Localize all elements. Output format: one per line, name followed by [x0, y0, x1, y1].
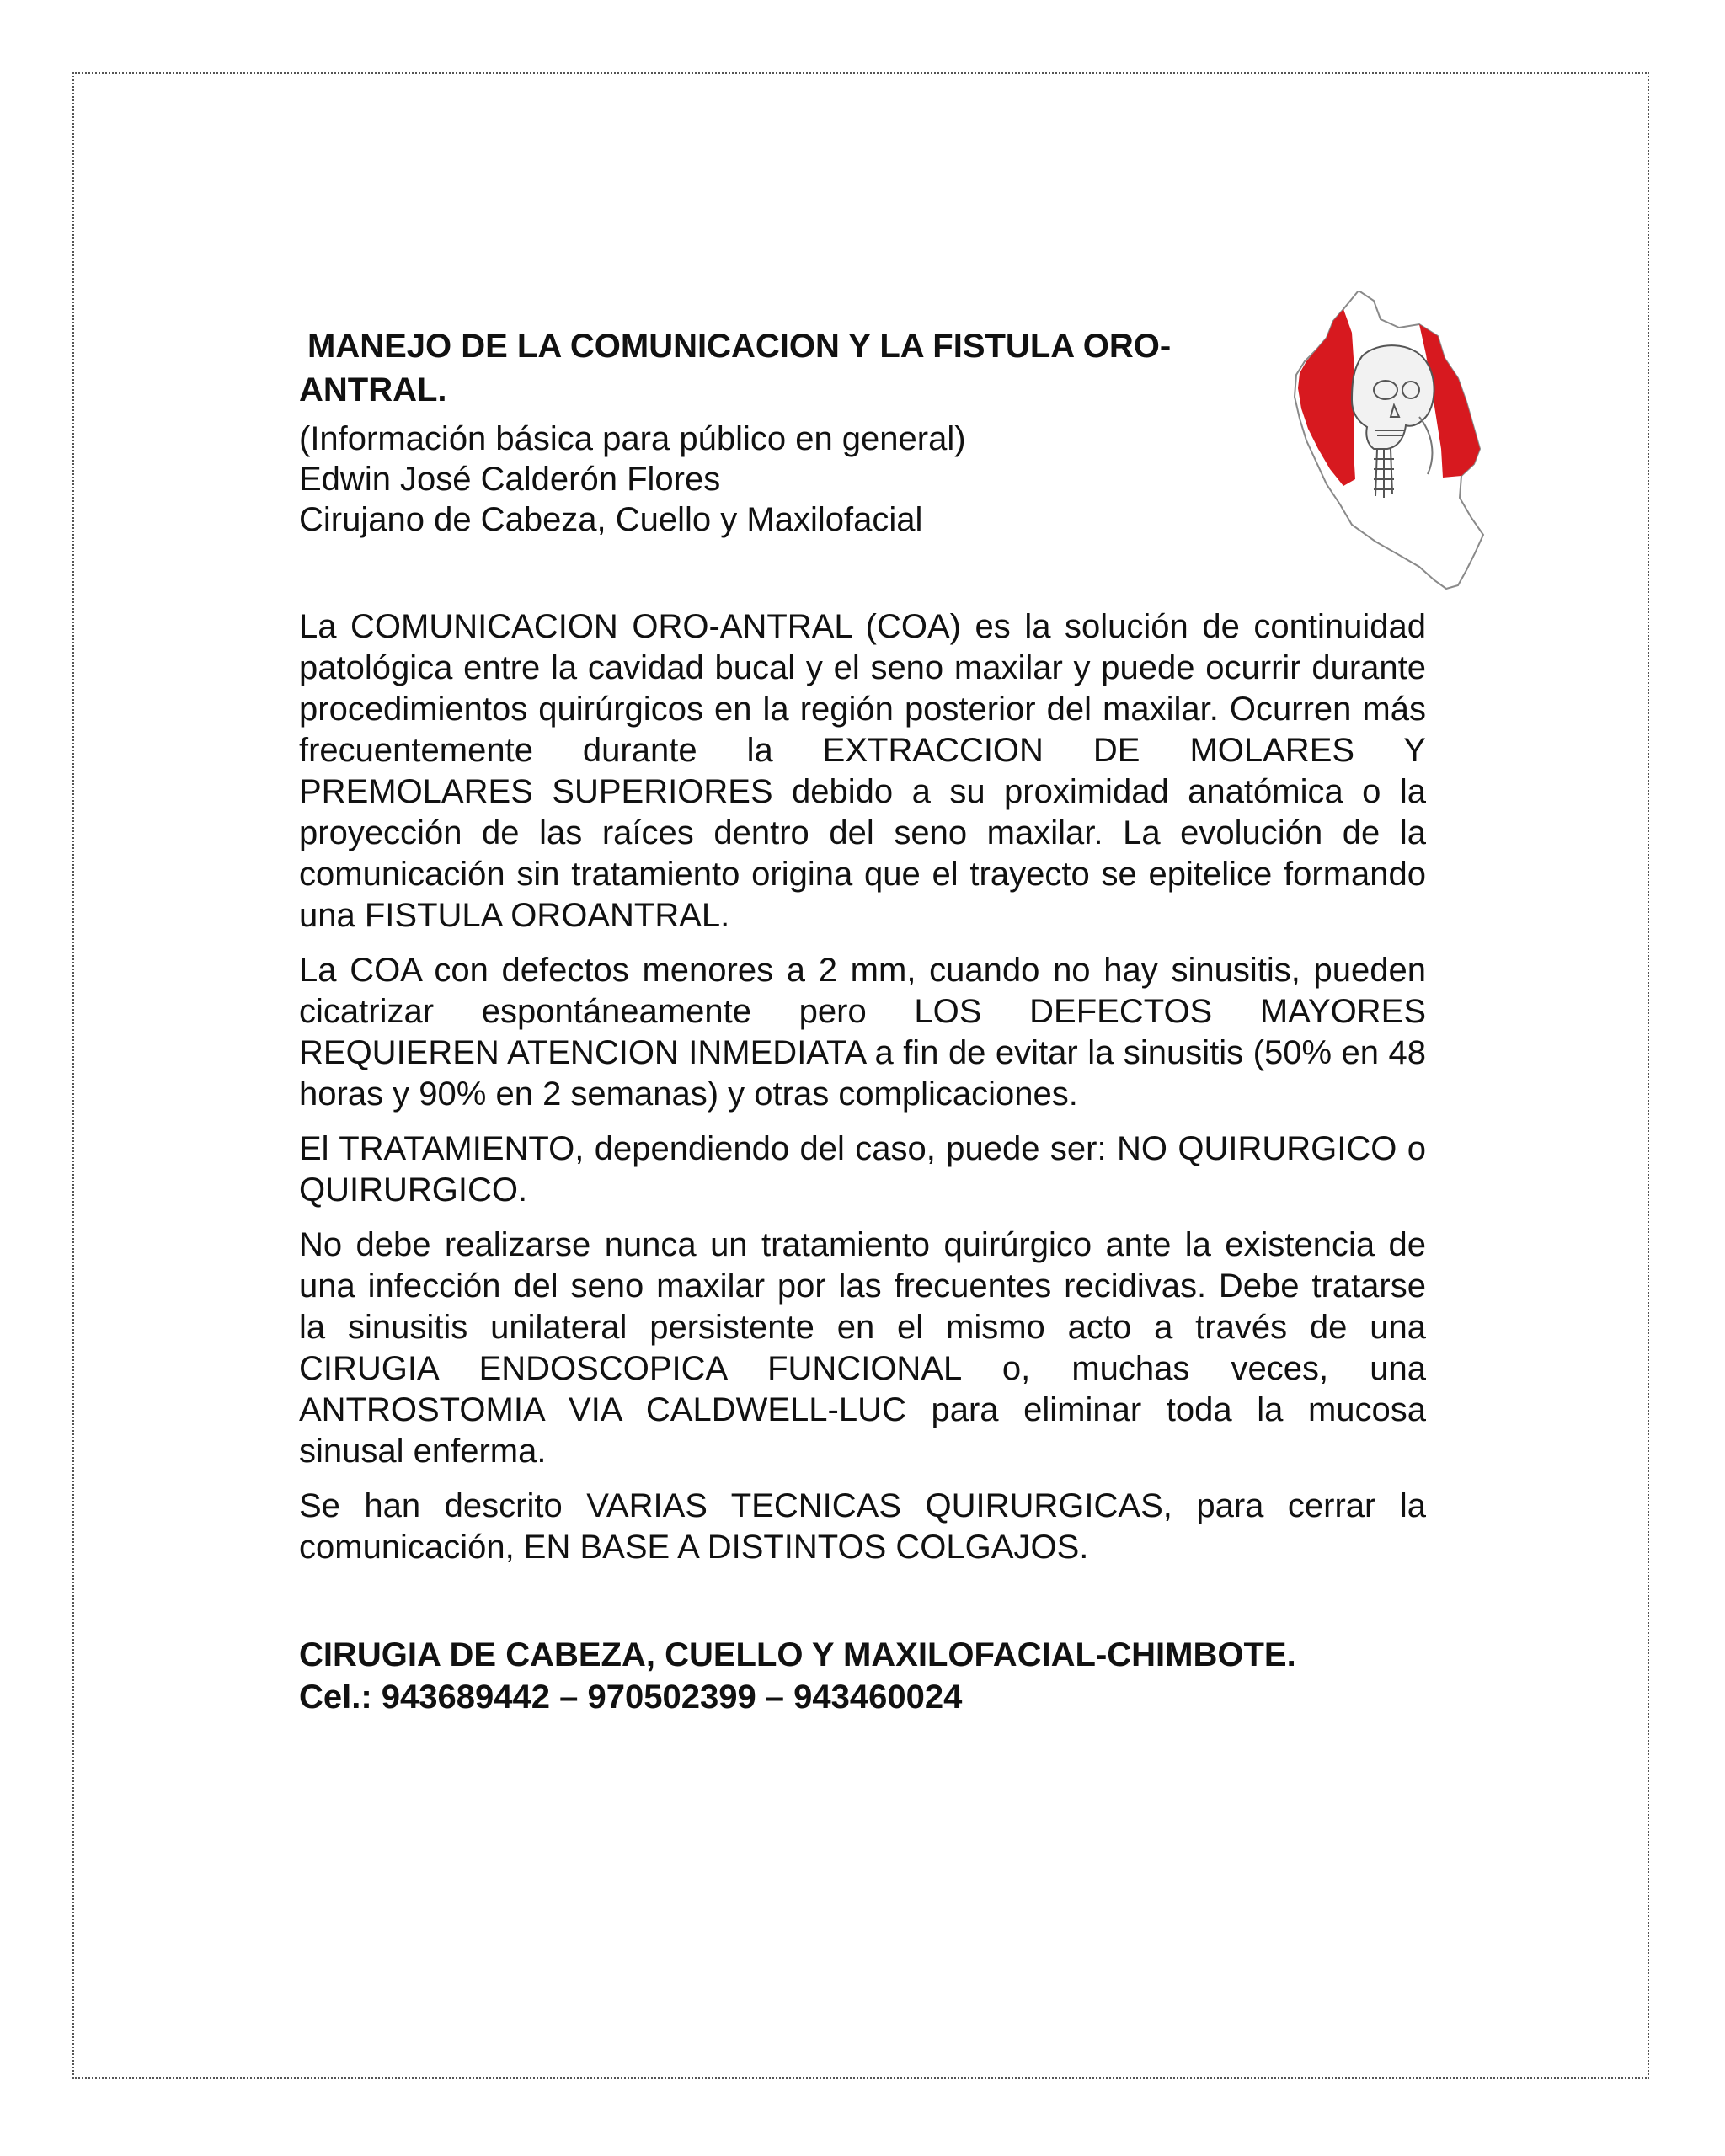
author-role: Cirujano de Cabeza, Cuello y Maxilofacial [299, 501, 923, 538]
document-title: MANEJO DE LA COMUNICACION Y LA FISTULA ORO-ANTRAL. [299, 328, 1172, 408]
peru-map-skull-logo [1293, 291, 1491, 594]
paragraph: La COA con defectos menores a 2 mm, cuando no hay sinusitis, pueden cicatrizar espontáneamente pero LOS DEFECTOS MAYORES REQUIEREN ATENCION INMEDIATA a fin de evitar la sinusitis (50% en 48 horas y 90% en 2 semanas) y otras complicaciones. [299, 952, 1426, 1113]
logo-graphic [1293, 291, 1491, 594]
document-meta [299, 419, 1226, 540]
document-subtitle: (Información básica para público en general) [299, 420, 966, 457]
paragraph: El TRATAMIENTO, dependiendo del caso, puede ser: NO QUIRURGICO o QUIRURGICO. [299, 1130, 1426, 1209]
author-name: Edwin José Calderón Flores [299, 461, 721, 498]
document-body [299, 606, 1426, 1582]
paragraph: Se han descrito VARIAS TECNICAS QUIRURGICAS, para cerrar la comunicación, EN BASE A DISTINTOS COLGAJOS. [299, 1487, 1426, 1566]
paragraph: La COMUNICACION ORO-ANTRAL (COA) es la solución de continuidad patológica entre la cavidad bucal y el seno maxilar y puede ocurrir durante procedimientos quirúrgicos en la región posterior del maxilar. Ocurren más frecuentemente durante la EXTRACCION DE MOLARES Y PREMOLARES SUPERIORES debido a su proximidad anatómica o la proyección de las raíces dentro del seno maxilar. La evolución de la comunicación sin tratamiento origina que el trayecto se epitelice formando una FISTULA OROANTRAL. [299, 608, 1426, 934]
footer-phones: Cel.: 943689442 – 970502399 – 943460024 [299, 1678, 963, 1716]
paragraph: No debe realizarse nunca un tratamiento quirúrgico ante la existencia de una infección del seno maxilar por las frecuentes recidivas. Debe tratarse la sinusitis unilateral persistente en el mismo acto a través de una CIRUGIA ENDOSCOPICA FUNCIONAL o, muchas veces, una ANTROSTOMIA VIA CALDWELL-LUC para eliminar toda la mucosa sinusal enferma. [299, 1226, 1426, 1470]
document-footer [299, 1634, 1478, 1718]
footer-clinic: CIRUGIA DE CABEZA, CUELLO Y MAXILOFACIAL-CHIMBOTE. [299, 1636, 1296, 1673]
